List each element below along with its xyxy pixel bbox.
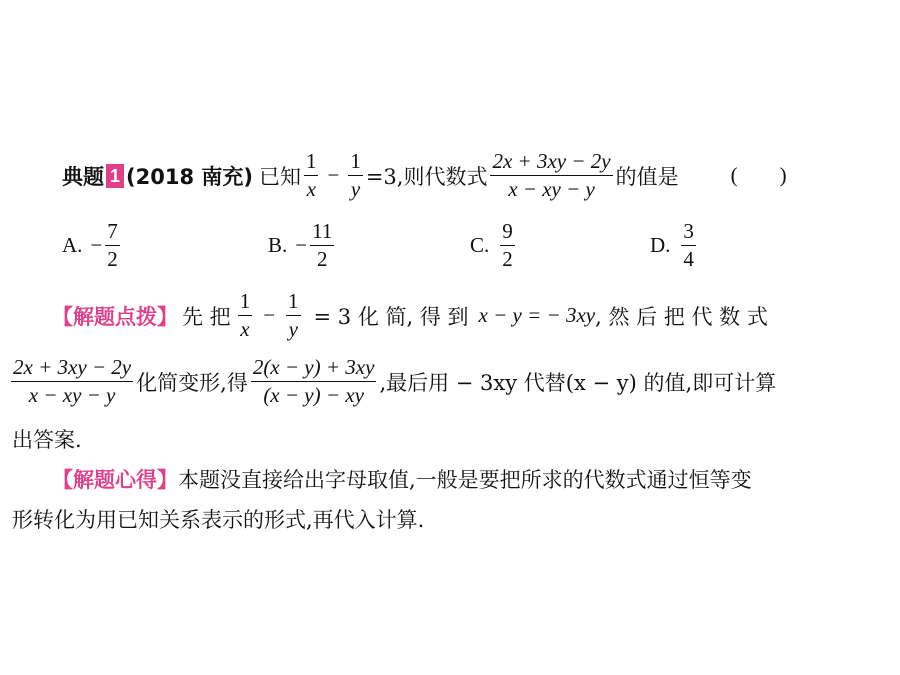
insight-line-2: [12, 504, 424, 534]
hint-text-2: = 3 化 简, 得 到: [313, 304, 469, 329]
option-d: D. $\frac{3}{4}$: [650, 219, 694, 272]
fraction-expression: $\frac{2x + 3xy - 2y}{x - xy - y}$: [492, 149, 611, 202]
hint-text-1: 先 把: [182, 304, 231, 329]
problem-source: (2018 南充): [126, 164, 253, 189]
hint-text-3: , 然 后 把 代 数 式: [595, 304, 768, 329]
option-d-fraction: $\frac{3}{4}$: [683, 219, 694, 272]
hint-tag: 【解题点拨】: [52, 304, 178, 329]
hint-text-4: 化简变形,得: [136, 370, 248, 395]
hint-line-2: [8, 356, 776, 407]
hint-fraction-1-over-y: $\frac{1}{y}$: [288, 289, 299, 342]
problem-statement: [62, 150, 787, 201]
option-a-fraction: $\frac{7}{2}$: [107, 219, 118, 272]
hint-fraction-1-over-x: $\frac{1}{x}$: [239, 289, 251, 342]
option-a: A. − $\frac{7}{2}$: [62, 219, 118, 272]
problem-text-post: 的值是: [615, 164, 679, 189]
insight-tag: 【解题心得】: [52, 468, 178, 492]
problem-text-mid: =3,则代数式: [365, 164, 488, 189]
option-b-fraction: $\frac{11}{2}$: [312, 219, 333, 272]
insight-line-1: [52, 464, 752, 494]
fraction-1-over-y: $\frac{1}{y}$: [350, 149, 361, 202]
minus-sign: −: [327, 163, 340, 188]
option-c: C. $\frac{9}{2}$: [470, 219, 513, 272]
answer-parentheses: ( ): [730, 163, 787, 188]
insight-text-2: 形转化为用已知关系表示的形式,再代入计算.: [12, 508, 425, 532]
problem-text-pre: 已知: [258, 164, 301, 189]
hint-fraction-expression: $\frac{2x + 3xy - 2y}{x - xy - y}$: [13, 355, 132, 408]
insight-text-1: 本题没直接给出字母取值,一般是要把所求的代数式通过恒等变: [178, 468, 752, 492]
fraction-1-over-x: $\frac{1}{x}$: [305, 149, 317, 202]
hint-text-5: ,最后用 − 3xy 代替(x − y) 的值,即可计算: [379, 370, 777, 395]
option-b: B. − $\frac{11}{2}$: [268, 219, 333, 272]
problem-number-badge: 1: [106, 164, 124, 188]
problem-label: 典题: [62, 164, 104, 189]
hint-line-3: [12, 424, 82, 454]
option-c-fraction: $\frac{9}{2}$: [502, 219, 513, 272]
hint-line-1: 【解题点拨】 先 把 $\frac{1}{x}$ − $\frac{1}{y}$ = 3 化 简, 得 到 x − y = − 3xy , 然 后 把 代 数 式: [52, 289, 768, 342]
hint-text-6: 出答案.: [12, 428, 82, 452]
hint-expr: x − y = − 3xy: [478, 303, 596, 328]
hint-fraction-transformed: $\frac{2(x - y) + 3xy}{(x - y) - xy}$: [252, 355, 375, 408]
